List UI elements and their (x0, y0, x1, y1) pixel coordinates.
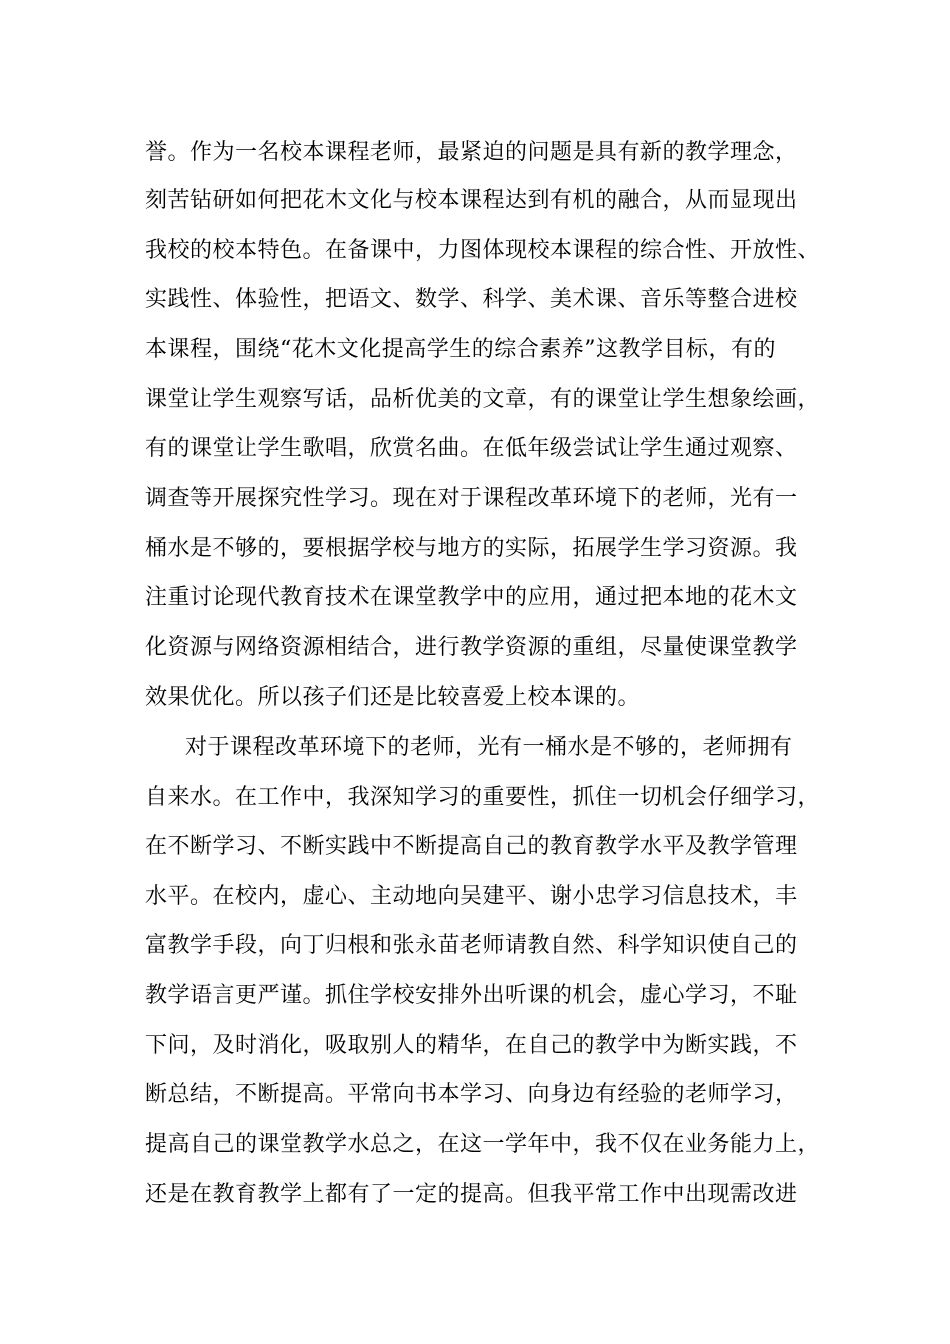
text-line: 自来水。在工作中，我深知学习的重要性，抓住一切机会仔细学习， (145, 785, 821, 810)
text-line: 下问，及时消化，吸取别人的精华，在自己的教学中为断实践，不 (145, 1033, 798, 1058)
text-line: 教学语言更严谨。抓住学校安排外出听课的机会，虚心学习，不耻 (145, 983, 798, 1008)
text-line: 在不断学习、不断实践中不断提高自己的教育教学水平及教学管理 (145, 834, 798, 859)
text-line: 有的课堂让学生歌唱，欣赏名曲。在低年级尝试让学生通过观察、 (145, 436, 798, 461)
text-line: 课堂让学生观察写话，品析优美的文章，有的课堂让学生想象绘画， (145, 387, 821, 412)
paragraph-first-line: 对于课程改革环境下的老师，光有一桶水是不够的，老师拥有 (185, 735, 793, 760)
text-line: 富教学手段，向丁归根和张永苗老师请教自然、科学知识使自己的 (145, 933, 798, 958)
text-line: 我校的校本特色。在备课中，力图体现校本课程的综合性、开放性、 (145, 238, 821, 263)
text-line: 刻苦钻研如何把花木文化与校本课程达到有机的融合，从而显现出 (145, 188, 798, 213)
text-line: 实践性、体验性，把语文、数学、科学、美术课、音乐等整合进校 (145, 287, 798, 312)
text-line: 提高自己的课堂教学水总之，在这一学年中，我不仅在业务能力上， (145, 1132, 821, 1157)
text-line: 断总结，不断提高。平常向书本学习、向身边有经验的老师学习， (145, 1082, 798, 1107)
text-line: 誉。作为一名校本课程老师，最紧迫的问题是具有新的教学理念， (145, 140, 798, 165)
text-line: 注重讨论现代教育技术在课堂教学中的应用，通过把本地的花木文 (145, 585, 798, 610)
text-line: 效果优化。所以孩子们还是比较喜爱上校本课的。 (145, 685, 641, 710)
text-line: 桶水是不够的，要根据学校与地方的实际，拓展学生学习资源。我 (145, 536, 798, 561)
text-line: 调查等开展探究性学习。现在对于课程改革环境下的老师，光有一 (145, 486, 798, 511)
text-line: 本课程，围绕“花木文化提高学生的综合素养”这教学目标，有的 (145, 337, 776, 362)
text-line: 水平。在校内，虚心、主动地向吴建平、谢小忠学习信息技术，丰 (145, 884, 798, 909)
text-line: 还是在教育教学上都有了一定的提高。但我平常工作中出现需改进 (145, 1182, 798, 1207)
text-line: 化资源与网络资源相结合，进行教学资源的重组，尽量使课堂教学 (145, 635, 798, 660)
